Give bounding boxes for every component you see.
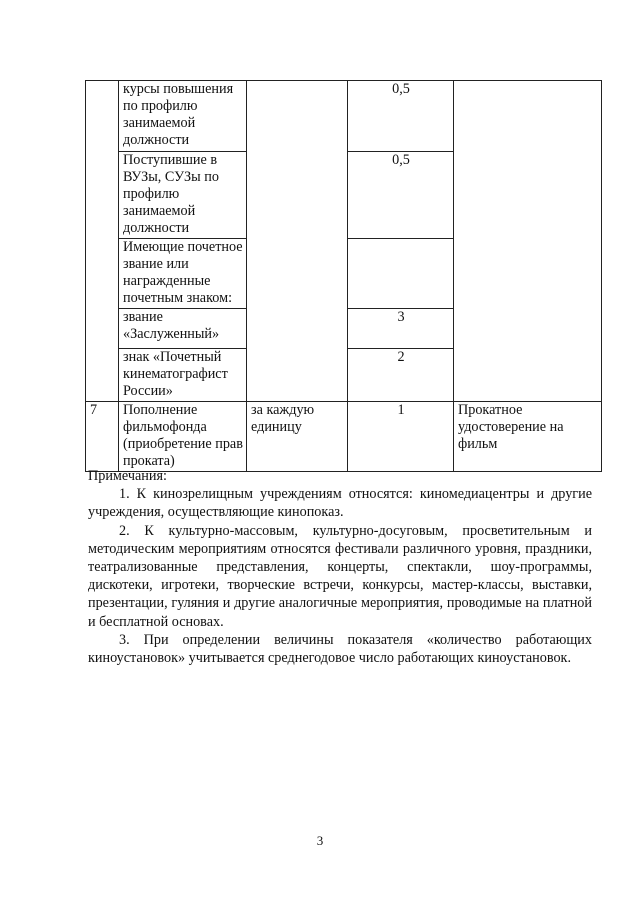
document-cell	[454, 81, 602, 402]
points-cell	[348, 239, 454, 309]
note-item: 2. К культурно-массовым, культурно-досуговым, просветительным и методическим мероприятиям относятся фестивали различного уровня, праздники, театрализованные представления, концерты, спектакли, шоу-программы, дискотеки, игротеки, творческие встречи, конкурсы, мастер-классы, выставки, презентации, гуляния и другие аналогичные мероприятия, проводимые на платной и бесплатной основах.	[88, 522, 592, 630]
table-row	[86, 81, 602, 152]
criteria-table	[85, 80, 602, 472]
points-cell: 2	[348, 349, 454, 402]
points-cell: 0,5	[348, 81, 454, 152]
criterion-cell: Имеющие почетное звание или награжденные почетным знаком:	[119, 239, 247, 309]
notes-section	[88, 467, 592, 667]
points-cell: 0,5	[348, 152, 454, 239]
table-row	[86, 402, 602, 472]
number-cell	[86, 81, 119, 402]
unit-cell: за каждую единицу	[247, 402, 348, 472]
criterion-cell: курсы повышения по профилю занимаемой должности	[119, 81, 247, 152]
points-cell: 3	[348, 309, 454, 349]
document-cell: Прокатное удостоверение на фильм	[454, 402, 602, 472]
note-item: 1. К кинозрелищным учреждениям относятся: киномедиацентры и другие учреждения, осуществляющие кинопоказ.	[88, 486, 592, 521]
criterion-cell: знак «Почетный кинематографист России»	[119, 349, 247, 402]
page-number: 3	[316, 833, 324, 848]
criterion-cell: звание «Заслуженный»	[119, 309, 247, 349]
notes-title: Примечания:	[88, 468, 167, 484]
number-cell: 7	[86, 402, 119, 472]
points-cell: 1	[348, 402, 454, 472]
criterion-cell: Пополнение фильмофонда (приобретение прав проката)	[119, 402, 247, 472]
criterion-cell: Поступившие в ВУЗы, СУЗы по профилю занимаемой должности	[119, 152, 247, 239]
unit-cell	[247, 81, 348, 402]
note-item: 3. При определении величины показателя «количество работающих киноустановок» учитывается среднегодовое число работающих киноустановок.	[88, 631, 592, 667]
